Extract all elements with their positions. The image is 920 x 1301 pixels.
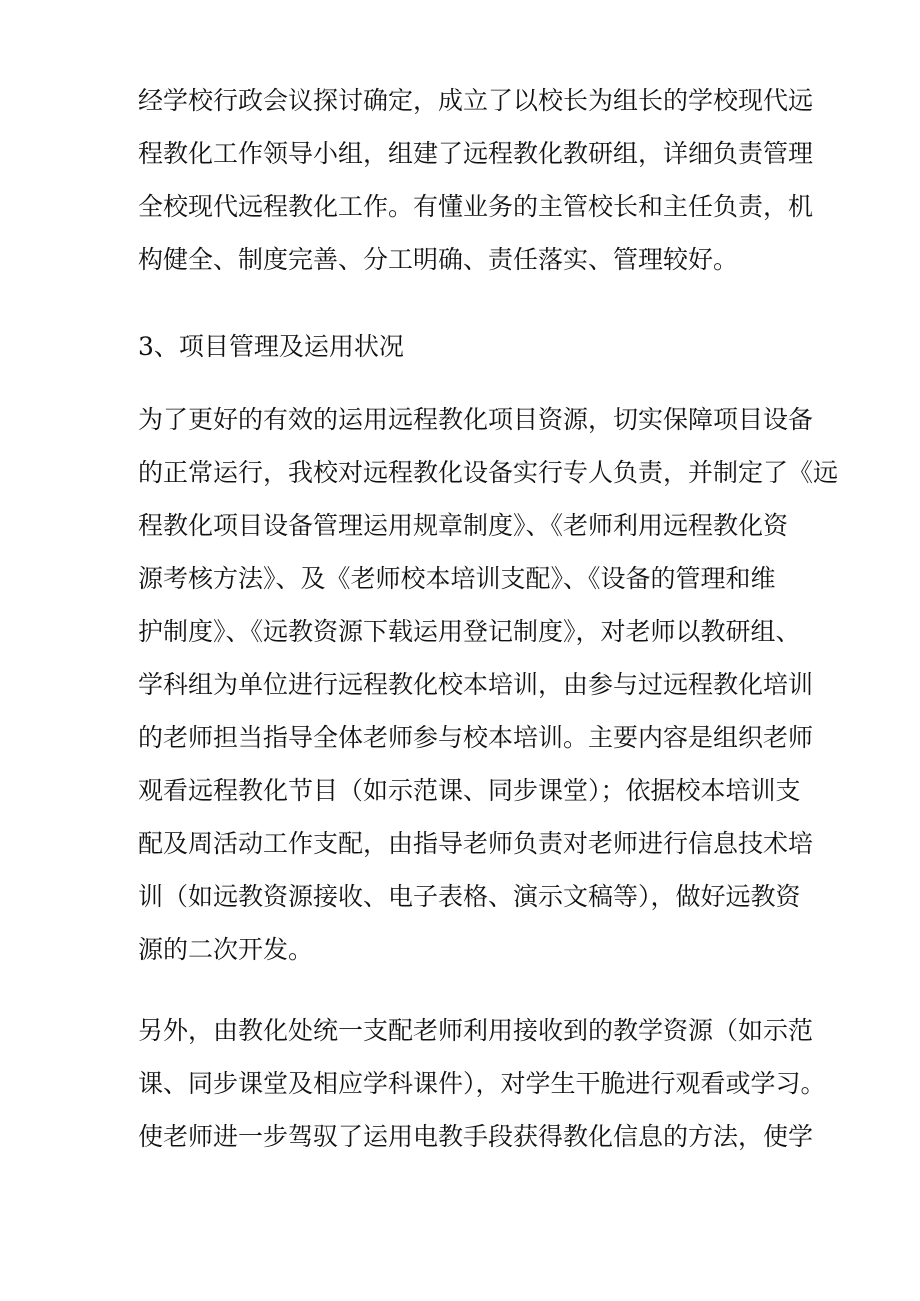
- text-line: 观看远程教化节目（如示范课、同步课堂）；依据校本培训支: [138, 776, 801, 805]
- text-line: 的正常运行，我校对远程教化设备实行专人负责，并制定了《远: [138, 458, 839, 487]
- text-line: 配及周活动工作支配，由指导老师负责对老师进行信息技术培: [138, 829, 814, 858]
- section-heading: 3、项目管理及运用状况: [138, 332, 404, 361]
- text-line: 的老师担当指导全体老师参与校本培训。主要内容是组织老师: [138, 723, 814, 752]
- text-line: 全校现代远程教化工作。有懂业务的主管校长和主任负责，机: [138, 192, 814, 221]
- text-line: 为了更好的有效的运用远程教化项目资源，切实保障项目设备: [138, 405, 814, 434]
- text-line: 源考核方法》、及《老师校本培训支配》、《设备的管理和维: [138, 564, 776, 593]
- text-line: 使老师进一步驾驭了运用电教手段获得教化信息的方法，使学: [138, 1122, 814, 1151]
- text-line: 源的二次开发。: [138, 935, 314, 964]
- text-line: 学科组为单位进行远程教化校本培训，由参与过远程教化培训: [138, 670, 814, 699]
- text-line: 护制度》、《远教资源下载运用登记制度》，对老师以教研组、: [138, 617, 801, 646]
- text-line: 程教化项目设备管理运用规章制度》、《老师利用远程教化资: [138, 511, 789, 540]
- text-line: 经学校行政会议探讨确定，成立了以校长为组长的学校现代远: [138, 86, 814, 115]
- paragraph-project-management: [138, 393, 839, 976]
- text-line: 程教化工作领导小组，组建了远程教化教研组，详细负责管理: [138, 139, 814, 168]
- text-line: 构健全、制度完善、分工明确、责任落实、管理较好。: [138, 245, 739, 274]
- text-line: 另外，由教化处统一支配老师利用接收到的教学资源（如示范: [138, 1016, 814, 1045]
- text-line: 训（如远教资源接收、电子表格、演示文稿等），做好远教资: [138, 882, 801, 911]
- text-line: 课、同步课堂及相应学科课件），对学生干脆进行观看或学习。: [138, 1069, 826, 1098]
- paragraph-leadership: [138, 74, 814, 286]
- paragraph-resources: [138, 1004, 826, 1163]
